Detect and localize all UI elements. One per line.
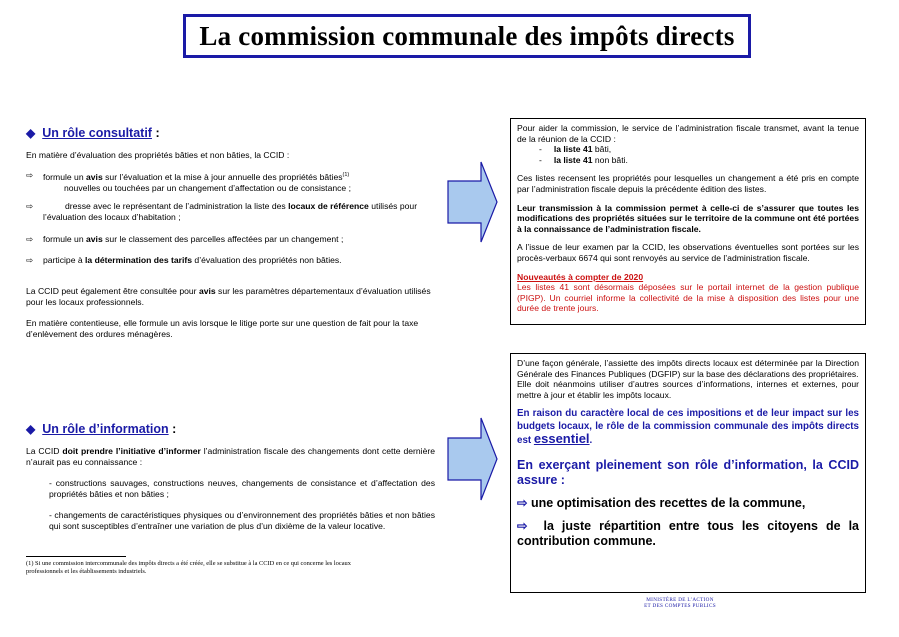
- box2-bullet-1: ⇨ une optimisation des recettes de la commune,: [517, 495, 806, 510]
- box2-p4: En exerçant pleinement son rôle d’information, la CCID assure :: [517, 457, 859, 487]
- box2-bullet-2: ⇨ la juste répartition entre tous les citoyens de la contribution commune.: [517, 518, 859, 548]
- arrow-right-icon: ⇨: [517, 495, 528, 510]
- diamond-icon: ◆: [26, 422, 36, 436]
- role1-item-2: ⇨ dresse avec le représentant de l’administration la liste des locaux de référence utilisés pour l’évaluation des locaux d’habitation ;: [26, 201, 418, 222]
- box1-p1: Pour aider la commission, le service de l’administration fiscale transmet, avant la tenue de la réunion de la CCID :: [517, 123, 859, 144]
- ministry-logo: MINISTÈRE DE L’ACTION ET DES COMPTES PUBLICS: [644, 597, 716, 609]
- footnote-rule: [26, 556, 126, 557]
- box1-p3: Leur transmission à la commission permet à celle-ci de s’assurer que toutes les modifications des propriétés situées sur le territoire de la commune ont été portées à la connaissance de l’administration fiscale.: [517, 202, 859, 234]
- role2-intro: La CCID doit prendre l’initiative d’informer l’administration fiscale des changements dont cette dernière n’aurait pas eu connaissance :: [26, 446, 435, 467]
- heading-role-consultatif: ◆ Un rôle consultatif :: [26, 126, 160, 140]
- box1-list: [539, 144, 859, 165]
- footnote: (1) Si une commission intercommunale des impôts directs a été créée, elle se substitue à la CCID en ce qui concerne les locaux professionnels et les établissements industriels.: [26, 560, 351, 575]
- arrow-right-icon: ⇨: [26, 234, 34, 244]
- box2-p3: En raison du caractère local de ces impositions et de leur impact sur les budgets locaux, le rôle de la commission communale des impôts directs est essentiel.: [517, 408, 859, 447]
- box1-list-item: - la liste 41 bâti,: [539, 144, 612, 155]
- arrow-right-icon: ⇨: [517, 518, 528, 533]
- title-box: [183, 14, 751, 58]
- box1-list-item: - la liste 41 non bâti.: [539, 154, 628, 165]
- box-listes-41: [510, 118, 866, 325]
- role2-dash-2: - changements de caractéristiques physiques ou d’environnement des propriétés bâties et non bâties qui sont susceptibles d’entraîner une variation de plus d’un dixième de la valeur locative.: [49, 510, 435, 531]
- role1-item-4: ⇨ participe à la détermination des tarifs d’évaluation des propriétés non bâties.: [26, 255, 342, 265]
- arrow-right-icon: ⇨: [26, 255, 34, 265]
- role2-dash-1: - constructions sauvages, constructions neuves, changements de consistance et d’affectation des propriétés bâties et non bâties ;: [49, 478, 435, 499]
- role1-item-3: ⇨ formule un avis sur le classement des parcelles affectées par un changement ;: [26, 234, 344, 244]
- arrow-right-icon: ⇨: [26, 201, 34, 211]
- box1-p4: A l’issue de leur examen par la CCID, les observations éventuelles sont portées sur les procès-verbaux 6674 qui sont renvoyés au service de l’administration fiscale.: [517, 242, 859, 263]
- box-information: [510, 353, 866, 593]
- arrow-right-icon: ⇨: [26, 170, 34, 180]
- box1-p2: Ces listes recensent les propriétés pour lesquelles un changement a été pris en compte par l’administration fiscale depuis la précédente édition des listes.: [517, 173, 859, 194]
- role1-item-1: ⇨ formule un avis sur l’évaluation et la mise à jour annuelle des propriétés bâties$^{(1)}$ nouvelles ou touchées par un changement d’affectation ou de consistance ;: [26, 170, 351, 193]
- role1-para2: La CCID peut également être consultée pour avis sur les paramètres départementaux d’évaluation utilisés pour les locaux professionnels.: [26, 286, 431, 307]
- role1-intro: En matière d’évaluation des propriétés bâties et non bâties, la CCID :: [26, 150, 290, 160]
- page-title: La commission communale des impôts directs: [199, 20, 735, 51]
- heading-role-information: ◆ Un rôle d’information :: [26, 422, 177, 436]
- big-arrow-top-icon: [447, 160, 499, 244]
- big-arrow-bottom-icon: [447, 416, 499, 502]
- role1-para3: En matière contentieuse, elle formule un avis lorsque le litige porte sur une question de fait pour la taxe d’enlèvement des ordures ménagères.: [26, 318, 419, 339]
- box1-news-title: Nouveautés à compter de 2020: [517, 271, 644, 282]
- box2-p2: Elle doit néanmoins utiliser d’autres sources d’informations, internes et externes, pour mettre à jour et établir les impôts locaux.: [517, 379, 859, 400]
- diamond-icon: ◆: [26, 126, 36, 140]
- box2-p1: D’une façon générale, l’assiette des impôts directs locaux est déterminée par la Direction Générale des Finances Publiques (DGFIP) sur la base des déclarations des propriétaires.: [517, 358, 859, 379]
- box1-news-text: Les listes 41 sont désormais déposées sur le portail internet de la gestion publique (PIGP). Un courriel informe la collectivité de la mise à disposition des listes pour une durée de trente jours.: [517, 282, 859, 314]
